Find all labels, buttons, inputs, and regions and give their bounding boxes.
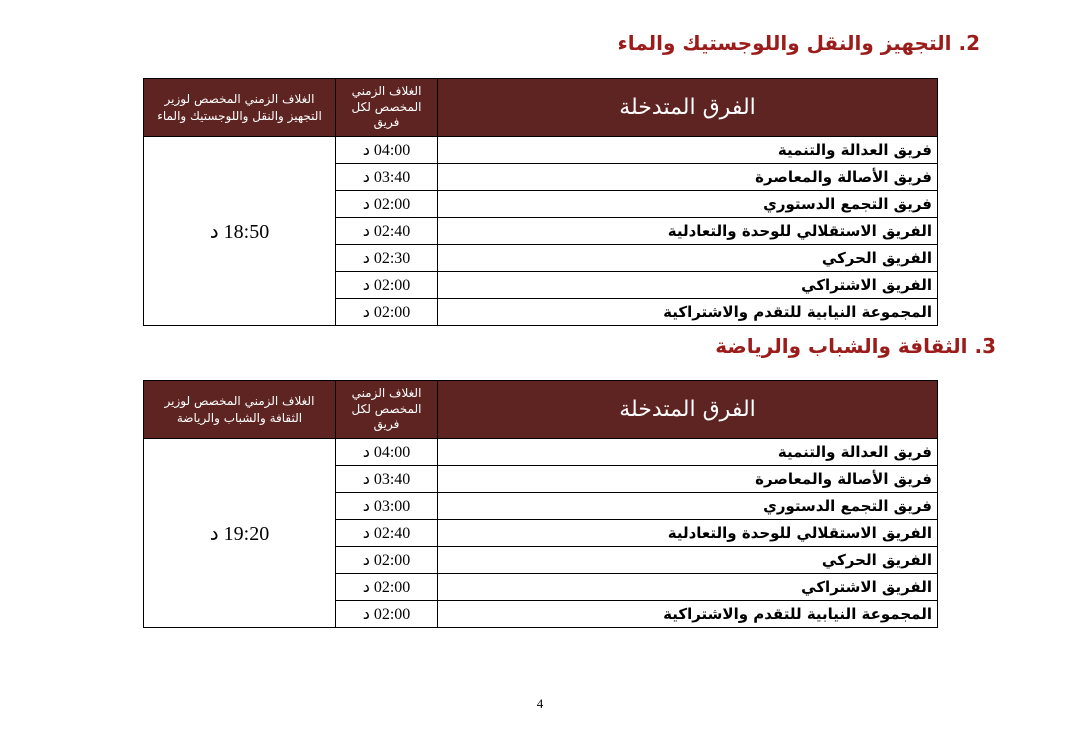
speaking-time-table-culture-youth-sports — [143, 380, 938, 628]
time-cell: 02:00 د — [336, 547, 438, 574]
section-heading-culture-youth-sports: 3. الثقافة والشباب والرياضة — [715, 334, 996, 358]
table-row — [144, 439, 938, 466]
team-cell: المجموعة النيابية للتقدم والاشتراكية — [438, 299, 938, 326]
section-heading-equipment-transport: 2. التجهيز والنقل واللوجستيك والماء — [617, 31, 980, 55]
team-cell: الفريق الاشتراكي — [438, 272, 938, 299]
team-cell: فريق التجمع الدستوري — [438, 493, 938, 520]
per-team-time-header-cell: الغلاف الزمني المخصص لكل فريق — [336, 79, 438, 137]
teams-header-cell: الفرق المتدخلة — [438, 79, 938, 137]
team-cell: المجموعة النيابية للتقدم والاشتراكية — [438, 601, 938, 628]
time-cell: 03:00 د — [336, 493, 438, 520]
time-cell: 02:30 د — [336, 245, 438, 272]
minister-total-header-cell: الغلاف الزمني المخصص لوزير الثقافة والشباب والرياضة — [144, 381, 336, 439]
time-cell: 02:00 د — [336, 601, 438, 628]
time-cell: 02:00 د — [336, 272, 438, 299]
time-cell: 02:00 د — [336, 299, 438, 326]
team-cell: فريق الأصالة والمعاصرة — [438, 164, 938, 191]
team-cell: فريق التجمع الدستوري — [438, 191, 938, 218]
time-cell: 04:00 د — [336, 439, 438, 466]
table-header-row — [144, 381, 938, 439]
time-cell: 02:00 د — [336, 574, 438, 601]
table-row — [144, 137, 938, 164]
team-cell: الفريق الحركي — [438, 245, 938, 272]
time-cell: 03:40 د — [336, 466, 438, 493]
team-cell: الفريق الاستقلالي للوحدة والتعادلية — [438, 520, 938, 547]
team-cell: فريق العدالة والتنمية — [438, 439, 938, 466]
teams-header-cell: الفرق المتدخلة — [438, 381, 938, 439]
total-time-cell: 18:50 د — [144, 137, 336, 326]
time-cell: 02:00 د — [336, 191, 438, 218]
team-cell: الفريق الحركي — [438, 547, 938, 574]
team-cell: الفريق الاشتراكي — [438, 574, 938, 601]
team-cell: الفريق الاستقلالي للوحدة والتعادلية — [438, 218, 938, 245]
minister-total-header-cell: الغلاف الزمني المخصص لوزير التجهيز والنقل واللوجستيك والماء — [144, 79, 336, 137]
time-cell: 02:40 د — [336, 218, 438, 245]
per-team-time-header-cell: الغلاف الزمني المخصص لكل فريق — [336, 381, 438, 439]
page-number: 4 — [536, 696, 544, 711]
team-cell: فريق العدالة والتنمية — [438, 137, 938, 164]
table-header-row — [144, 79, 938, 137]
total-time-cell: 19:20 د — [144, 439, 336, 628]
team-cell: فريق الأصالة والمعاصرة — [438, 466, 938, 493]
time-cell: 02:40 د — [336, 520, 438, 547]
time-cell: 03:40 د — [336, 164, 438, 191]
time-cell: 04:00 د — [336, 137, 438, 164]
speaking-time-table-equipment-transport — [143, 78, 938, 326]
